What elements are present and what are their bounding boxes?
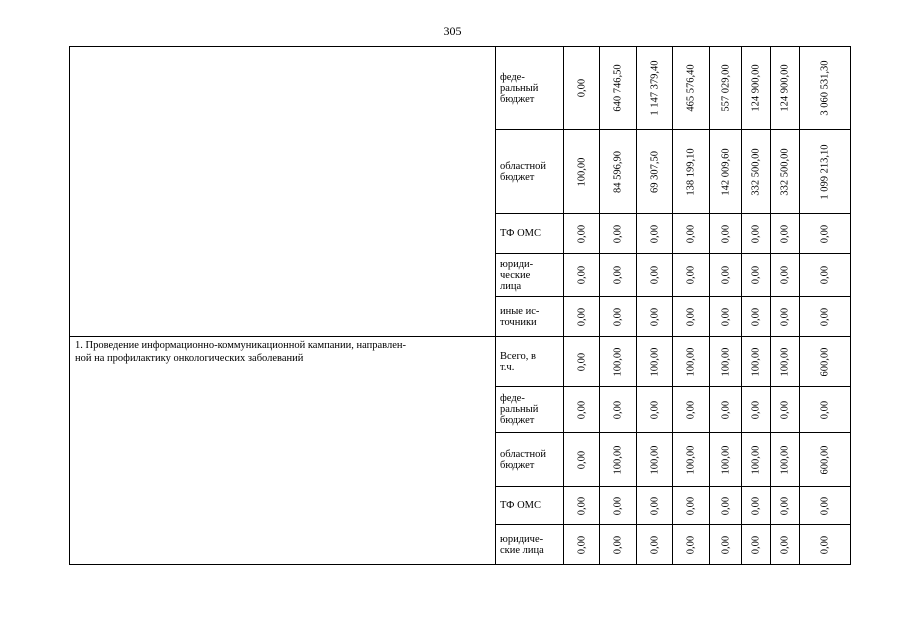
value-text: 0,00 bbox=[685, 400, 697, 419]
value-text: 0,00 bbox=[576, 400, 587, 419]
value-text: 0,00 bbox=[649, 400, 660, 419]
value-cell bbox=[710, 433, 742, 487]
value-text: 0,00 bbox=[819, 265, 831, 285]
value-cell bbox=[673, 297, 710, 337]
value-text: 0,00 bbox=[612, 400, 624, 419]
funding-source-cell: юридиче- ские лица bbox=[496, 525, 564, 565]
value-text: 0,00 bbox=[720, 307, 731, 326]
value-cell bbox=[771, 525, 800, 565]
value-cell bbox=[800, 254, 851, 297]
value-text: 100,00 bbox=[750, 445, 762, 474]
funding-source-cell: ТФ ОМС bbox=[496, 214, 564, 254]
value-text: 100,00 bbox=[779, 347, 791, 376]
value-cell bbox=[564, 487, 600, 525]
value-cell bbox=[771, 337, 800, 387]
value-cell bbox=[564, 433, 600, 487]
value-text: 0,00 bbox=[685, 224, 697, 243]
value-text: 84 596,90 bbox=[612, 150, 624, 193]
value-text: 0,00 bbox=[649, 307, 660, 326]
value-cell bbox=[742, 487, 771, 525]
value-text: 640 746,50 bbox=[612, 64, 624, 112]
value-cell bbox=[771, 433, 800, 487]
budget-table bbox=[69, 46, 851, 565]
value-text: 100,00 bbox=[720, 445, 731, 474]
value-text: 0,00 bbox=[819, 400, 831, 419]
value-text: 0,00 bbox=[819, 307, 831, 326]
value-cell bbox=[742, 337, 771, 387]
value-text: 100,00 bbox=[649, 347, 660, 376]
value-cell bbox=[742, 297, 771, 337]
value-cell bbox=[637, 47, 673, 130]
value-cell bbox=[600, 337, 637, 387]
value-cell bbox=[637, 337, 673, 387]
value-text: 0,00 bbox=[685, 307, 697, 326]
value-cell bbox=[564, 130, 600, 214]
value-text: 0,00 bbox=[779, 400, 791, 419]
funding-source-cell: Всего, в т.ч. bbox=[496, 337, 564, 387]
value-text: 0,00 bbox=[819, 496, 831, 515]
value-cell bbox=[800, 47, 851, 130]
value-cell bbox=[742, 130, 771, 214]
value-text: 0,00 bbox=[779, 224, 791, 243]
table-row bbox=[70, 337, 851, 387]
value-text: 0,00 bbox=[649, 224, 660, 243]
value-text: 0,00 bbox=[612, 307, 624, 326]
value-cell bbox=[600, 487, 637, 525]
value-cell bbox=[673, 525, 710, 565]
program-description-cell: 1. Проведение информационно-коммуникационной кампании, направлен- ной на профилактику онкологических заболеваний bbox=[70, 337, 496, 565]
value-cell bbox=[771, 487, 800, 525]
value-cell bbox=[564, 254, 600, 297]
value-text: 0,00 bbox=[750, 265, 762, 285]
value-text: 1 147 379,40 bbox=[649, 60, 660, 116]
value-text: 0,00 bbox=[576, 265, 587, 285]
value-cell bbox=[800, 387, 851, 433]
value-cell bbox=[564, 525, 600, 565]
value-text: 0,00 bbox=[750, 224, 762, 243]
value-cell bbox=[771, 297, 800, 337]
value-text: 465 576,40 bbox=[685, 64, 697, 112]
value-text: 0,00 bbox=[819, 535, 831, 554]
value-cell bbox=[771, 214, 800, 254]
value-text: 0,00 bbox=[750, 535, 762, 554]
value-cell bbox=[710, 214, 742, 254]
value-text: 100,00 bbox=[779, 445, 791, 474]
value-text: 332 500,00 bbox=[779, 147, 791, 196]
value-cell bbox=[673, 433, 710, 487]
value-text: 0,00 bbox=[685, 496, 697, 515]
funding-source-cell: областной бюджет bbox=[496, 130, 564, 214]
value-cell bbox=[637, 130, 673, 214]
value-cell bbox=[637, 487, 673, 525]
page-number: 305 bbox=[443, 24, 462, 38]
value-cell bbox=[600, 214, 637, 254]
value-text: 0,00 bbox=[750, 496, 762, 515]
value-cell bbox=[800, 130, 851, 214]
value-cell bbox=[637, 525, 673, 565]
value-cell bbox=[800, 487, 851, 525]
value-text: 142 009,60 bbox=[720, 147, 731, 196]
value-cell bbox=[600, 130, 637, 214]
value-text: 100,00 bbox=[720, 347, 731, 376]
value-cell bbox=[564, 297, 600, 337]
value-text: 0,00 bbox=[576, 496, 587, 515]
value-cell bbox=[600, 297, 637, 337]
value-text: 0,00 bbox=[576, 224, 587, 243]
value-cell bbox=[710, 130, 742, 214]
value-cell bbox=[800, 337, 851, 387]
value-text: 0,00 bbox=[779, 307, 791, 326]
value-cell bbox=[710, 487, 742, 525]
program-description-cell bbox=[70, 47, 496, 337]
value-cell bbox=[710, 47, 742, 130]
value-cell bbox=[710, 297, 742, 337]
value-cell bbox=[742, 214, 771, 254]
value-cell bbox=[637, 254, 673, 297]
value-cell bbox=[600, 254, 637, 297]
value-text: 100,00 bbox=[685, 347, 697, 376]
value-cell bbox=[637, 387, 673, 433]
value-text: 0,00 bbox=[649, 535, 660, 554]
value-cell bbox=[742, 433, 771, 487]
value-cell bbox=[742, 254, 771, 297]
table-body bbox=[70, 47, 851, 565]
value-text: 69 307,50 bbox=[649, 150, 660, 193]
value-text: 0,00 bbox=[576, 535, 587, 554]
value-cell bbox=[771, 254, 800, 297]
value-text: 100,00 bbox=[612, 445, 624, 474]
value-cell bbox=[637, 433, 673, 487]
value-cell bbox=[673, 387, 710, 433]
value-text: 100,00 bbox=[649, 445, 660, 474]
value-cell bbox=[800, 297, 851, 337]
table-row bbox=[70, 47, 851, 130]
value-text: 0,00 bbox=[720, 535, 731, 554]
value-text: 100,00 bbox=[576, 157, 587, 186]
value-cell bbox=[710, 525, 742, 565]
value-text: 332 500,00 bbox=[750, 147, 762, 196]
value-cell bbox=[673, 337, 710, 387]
funding-source-cell: феде- ральный бюджет bbox=[496, 387, 564, 433]
value-cell bbox=[564, 214, 600, 254]
value-cell bbox=[800, 433, 851, 487]
value-text: 0,00 bbox=[685, 265, 697, 285]
value-text: 600,00 bbox=[819, 347, 831, 376]
value-text: 0,00 bbox=[720, 224, 731, 243]
value-cell bbox=[710, 337, 742, 387]
value-text: 3 060 531,30 bbox=[819, 60, 831, 116]
funding-source-cell: областной бюджет bbox=[496, 433, 564, 487]
value-text: 1 099 213,10 bbox=[819, 143, 831, 200]
value-text: 0,00 bbox=[720, 400, 731, 419]
value-text: 0,00 bbox=[649, 265, 660, 285]
funding-source-cell: ТФ ОМС bbox=[496, 487, 564, 525]
value-cell bbox=[800, 214, 851, 254]
value-cell bbox=[564, 387, 600, 433]
value-cell bbox=[771, 47, 800, 130]
value-cell bbox=[673, 214, 710, 254]
value-text: 557 029,00 bbox=[720, 64, 731, 112]
value-text: 0,00 bbox=[779, 535, 791, 554]
value-text: 0,00 bbox=[649, 496, 660, 515]
value-cell bbox=[600, 433, 637, 487]
value-text: 0,00 bbox=[779, 265, 791, 285]
value-cell bbox=[600, 525, 637, 565]
value-text: 0,00 bbox=[750, 400, 762, 419]
value-cell bbox=[742, 387, 771, 433]
value-cell bbox=[742, 47, 771, 130]
value-text: 100,00 bbox=[750, 347, 762, 376]
value-text: 138 199,10 bbox=[685, 147, 697, 196]
value-cell bbox=[637, 214, 673, 254]
value-cell bbox=[710, 387, 742, 433]
value-cell bbox=[673, 130, 710, 214]
value-text: 124 900,00 bbox=[750, 64, 762, 112]
value-cell bbox=[564, 47, 600, 130]
value-text: 0,00 bbox=[576, 78, 587, 98]
value-text: 0,00 bbox=[612, 224, 624, 243]
value-text: 124 900,00 bbox=[779, 64, 791, 112]
value-text: 600,00 bbox=[819, 445, 831, 474]
funding-source-cell: феде- ральный бюджет bbox=[496, 47, 564, 130]
value-text: 0,00 bbox=[612, 265, 624, 285]
value-text: 0,00 bbox=[750, 307, 762, 326]
value-text: 0,00 bbox=[612, 496, 624, 515]
funding-source-cell: юриди- ческие лица bbox=[496, 254, 564, 297]
value-cell bbox=[771, 387, 800, 433]
value-cell bbox=[710, 254, 742, 297]
value-text: 100,00 bbox=[685, 445, 697, 474]
value-cell bbox=[673, 254, 710, 297]
value-text: 0,00 bbox=[612, 535, 624, 554]
value-cell bbox=[742, 525, 771, 565]
value-cell bbox=[800, 525, 851, 565]
value-text: 100,00 bbox=[612, 347, 624, 376]
value-text: 0,00 bbox=[576, 450, 587, 469]
value-cell bbox=[600, 47, 637, 130]
funding-source-cell: иные ис- точники bbox=[496, 297, 564, 337]
value-cell bbox=[771, 130, 800, 214]
value-text: 0,00 bbox=[576, 352, 587, 371]
value-cell bbox=[673, 47, 710, 130]
value-cell bbox=[673, 487, 710, 525]
value-cell bbox=[637, 297, 673, 337]
value-text: 0,00 bbox=[576, 307, 587, 326]
value-text: 0,00 bbox=[685, 535, 697, 554]
value-text: 0,00 bbox=[819, 224, 831, 243]
value-text: 0,00 bbox=[779, 496, 791, 515]
value-text: 0,00 bbox=[720, 496, 731, 515]
value-cell bbox=[564, 337, 600, 387]
value-cell bbox=[600, 387, 637, 433]
value-text: 0,00 bbox=[720, 265, 731, 285]
